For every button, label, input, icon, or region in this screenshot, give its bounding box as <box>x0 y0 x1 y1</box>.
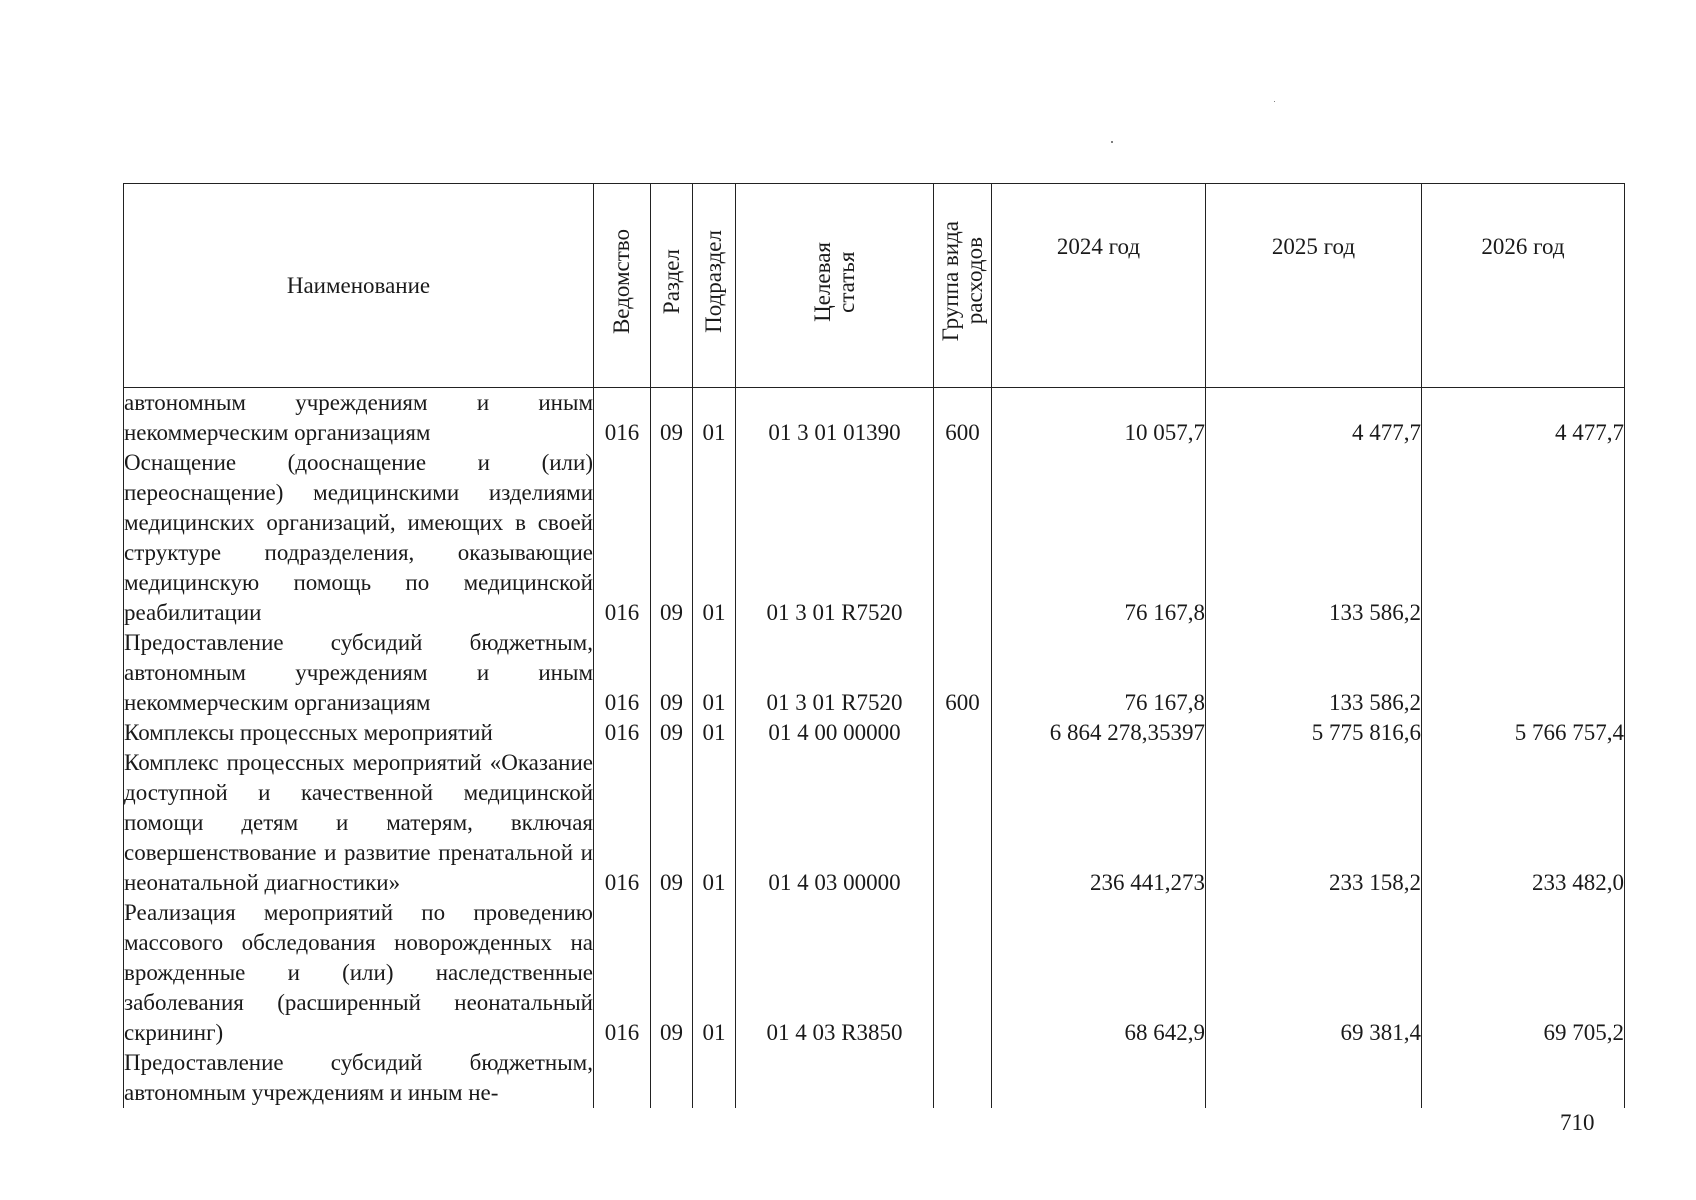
row-vedomstvo <box>594 1048 651 1108</box>
header-razdel: Раздел <box>651 184 693 388</box>
row-podrazdel: 01 <box>693 388 736 449</box>
row-2025: 4 477,7 <box>1206 388 1422 449</box>
row-2024: 6 864 278,35397 <box>992 718 1206 748</box>
table-row <box>124 1048 1625 1108</box>
header-podrazdel: Подраздел <box>693 184 736 388</box>
row-razdel <box>651 1048 693 1108</box>
table-row <box>124 448 1625 628</box>
row-razdel: 09 <box>651 898 693 1048</box>
row-vedomstvo: 016 <box>594 628 651 718</box>
header-2026: 2026 год <box>1422 184 1625 388</box>
row-2026 <box>1422 1048 1625 1108</box>
row-vedomstvo: 016 <box>594 448 651 628</box>
row-gruppa <box>934 898 992 1048</box>
row-celevaya: 01 4 03 R3850 <box>736 898 934 1048</box>
row-2024: 68 642,9 <box>992 898 1206 1048</box>
row-razdel: 09 <box>651 448 693 628</box>
row-celevaya: 01 3 01 01390 <box>736 388 934 449</box>
row-vedomstvo: 016 <box>594 388 651 449</box>
row-2026: 5 766 757,4 <box>1422 718 1625 748</box>
header-2024: 2024 год <box>992 184 1206 388</box>
table-row <box>124 748 1625 898</box>
budget-table <box>123 183 1625 1108</box>
row-name: автономным учреждениям и иным некоммерческим организациям <box>124 388 594 449</box>
row-2026 <box>1422 448 1625 628</box>
header-celevaya: Целевая статья <box>736 184 934 388</box>
row-name: Комплексы процессных мероприятий <box>124 718 594 748</box>
row-celevaya: 01 4 03 00000 <box>736 748 934 898</box>
header-vedomstvo: Ведомство <box>594 184 651 388</box>
row-gruppa <box>934 448 992 628</box>
row-2025: 133 586,2 <box>1206 448 1422 628</box>
row-name: Предоставление субсидий бюджетным, автономным учреждениям и иным некоммерческим организациям <box>124 628 594 718</box>
row-razdel: 09 <box>651 628 693 718</box>
row-2025: 5 775 816,6 <box>1206 718 1422 748</box>
row-podrazdel <box>693 1048 736 1108</box>
row-name: Оснащение (дооснащение и (или) переоснащение) медицинскими изделиями медицинских организаций, имеющих в своей структуре подразделения, оказывающие медицинскую помощь по медицинской реабилитации <box>124 448 594 628</box>
row-razdel: 09 <box>651 718 693 748</box>
table-row <box>124 388 1625 449</box>
row-podrazdel: 01 <box>693 718 736 748</box>
header-name: Наименование <box>124 184 594 388</box>
row-celevaya <box>736 1048 934 1108</box>
row-2026: 69 705,2 <box>1422 898 1625 1048</box>
row-2025: 133 586,2 <box>1206 628 1422 718</box>
row-2026: 4 477,7 <box>1422 388 1625 449</box>
row-2026: 233 482,0 <box>1422 748 1625 898</box>
row-vedomstvo: 016 <box>594 718 651 748</box>
table-row <box>124 718 1625 748</box>
row-2024: 10 057,7 <box>992 388 1206 449</box>
row-gruppa <box>934 1048 992 1108</box>
header-gruppa: Группа вида расходов <box>934 184 992 388</box>
row-razdel: 09 <box>651 748 693 898</box>
row-gruppa <box>934 718 992 748</box>
header-2025: 2025 год <box>1206 184 1422 388</box>
row-gruppa: 600 <box>934 628 992 718</box>
row-2024 <box>992 1048 1206 1108</box>
row-name: Предоставление субсидий бюджетным, автономным учреждениям и иным не- <box>124 1048 594 1108</box>
row-celevaya: 01 3 01 R7520 <box>736 628 934 718</box>
row-2024: 76 167,8 <box>992 628 1206 718</box>
row-gruppa <box>934 748 992 898</box>
scan-speck <box>1274 101 1275 102</box>
row-2024: 236 441,273 <box>992 748 1206 898</box>
row-2025 <box>1206 1048 1422 1108</box>
table-row <box>124 898 1625 1048</box>
scan-speck <box>1111 141 1113 143</box>
row-podrazdel: 01 <box>693 898 736 1048</box>
row-razdel: 09 <box>651 388 693 449</box>
table-header <box>124 184 1625 388</box>
row-name: Комплекс процессных мероприятий «Оказание доступной и качественной медицинской помощи детям и матерям, включая совершенствование и развитие пренатальной и неонатальной диагностики» <box>124 748 594 898</box>
row-name: Реализация мероприятий по проведению массового обследования новорожденных на врожденные и (или) наследственные заболевания (расширенный неонатальный скрининг) <box>124 898 594 1048</box>
row-gruppa: 600 <box>934 388 992 449</box>
row-2025: 233 158,2 <box>1206 748 1422 898</box>
row-podrazdel: 01 <box>693 628 736 718</box>
table-row <box>124 628 1625 718</box>
row-2024: 76 167,8 <box>992 448 1206 628</box>
row-podrazdel: 01 <box>693 748 736 898</box>
row-celevaya: 01 3 01 R7520 <box>736 448 934 628</box>
row-2026 <box>1422 628 1625 718</box>
row-vedomstvo: 016 <box>594 898 651 1048</box>
row-vedomstvo: 016 <box>594 748 651 898</box>
row-2025: 69 381,4 <box>1206 898 1422 1048</box>
row-podrazdel: 01 <box>693 448 736 628</box>
page-number: 710 <box>1560 1110 1595 1135</box>
row-celevaya: 01 4 00 00000 <box>736 718 934 748</box>
